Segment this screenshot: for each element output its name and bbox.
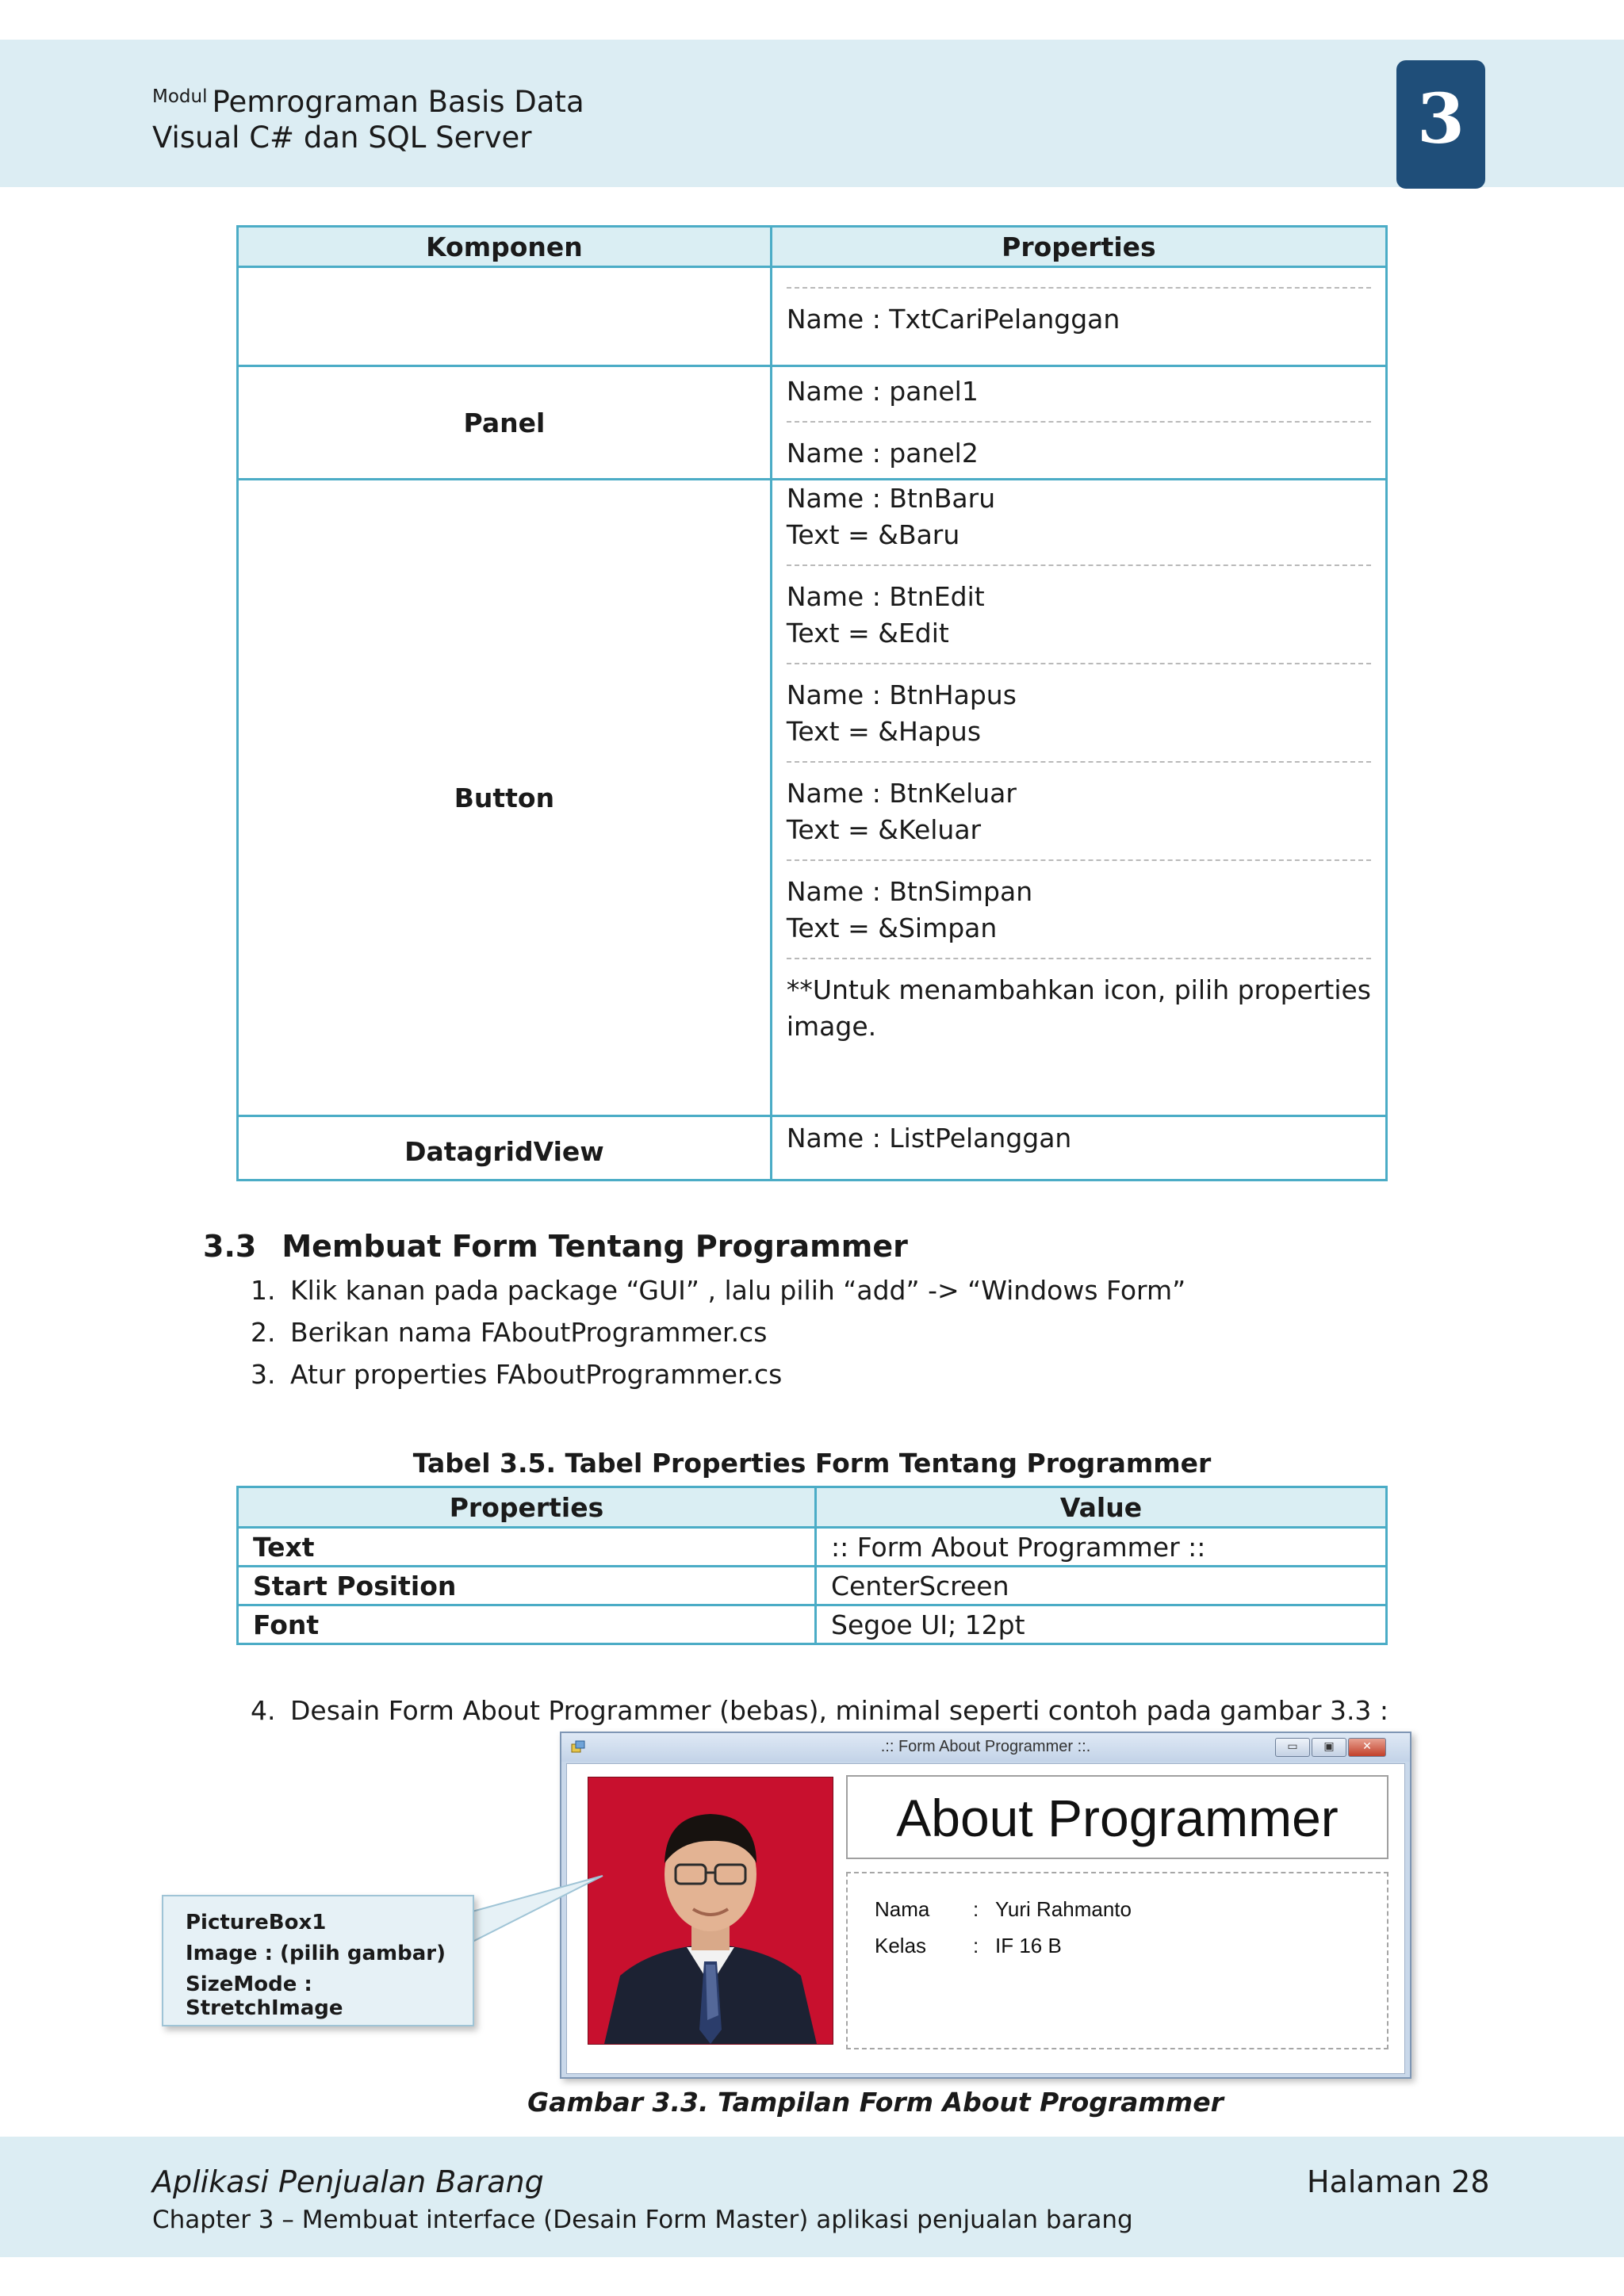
property-cell: Start Position	[238, 1567, 816, 1605]
prop-line: Name : BtnBaru	[786, 483, 996, 514]
figure-caption: Gambar 3.3. Tampilan Form About Programmer	[527, 2087, 1224, 2118]
section-title: Membuat Form Tentang Programmer	[282, 1229, 908, 1264]
divider	[787, 761, 1371, 763]
properties-cell	[771, 1116, 1386, 1181]
divider	[787, 564, 1371, 566]
close-button[interactable]: ✕	[1348, 1738, 1386, 1757]
table-row	[238, 1567, 1387, 1605]
divider	[787, 859, 1371, 861]
chapter-badge: 3	[1396, 60, 1485, 189]
step-number: 3.	[251, 1359, 276, 1390]
col-header-properties: Properties	[238, 1487, 816, 1528]
class-row	[875, 1934, 1062, 1958]
course-subtitle: Visual C# dan SQL Server	[152, 121, 532, 155]
section-number: 3.3	[203, 1229, 257, 1264]
heading-panel	[846, 1775, 1388, 1859]
prop-line: Text = &Simpan	[786, 913, 998, 943]
prop-line: Name : BtnSimpan	[786, 876, 1033, 907]
name-label: Nama	[875, 1897, 930, 1921]
callout-line: Image : (pilih gambar)	[186, 1942, 446, 1965]
col-header-properties: Properties	[771, 227, 1386, 267]
info-panel	[846, 1872, 1388, 2049]
table-row	[238, 1116, 1387, 1181]
book-title: Aplikasi Penjualan Barang	[152, 2164, 544, 2199]
table-row	[238, 1528, 1387, 1567]
table-row	[238, 366, 1387, 480]
prop-line: Text = &Keluar	[786, 814, 982, 845]
step-text: Atur properties FAboutProgrammer.cs	[290, 1359, 783, 1390]
prop-line: Name : BtnHapus	[786, 679, 1017, 710]
table-row	[238, 480, 1387, 1116]
prop-line: Name : BtnKeluar	[786, 778, 1017, 809]
properties-cell	[771, 480, 1386, 1116]
prop-line: Text = &Edit	[786, 618, 949, 649]
value-cell: CenterScreen	[816, 1567, 1387, 1605]
modul-label: Modul	[152, 86, 208, 107]
list-item	[251, 1695, 1388, 1726]
prop-line: Text = &Hapus	[786, 716, 982, 747]
picturebox-callout	[162, 1895, 474, 2026]
form-properties-table	[236, 1486, 1388, 1645]
step-text: Berikan nama FAboutProgrammer.cs	[290, 1317, 768, 1348]
step-text: Desain Form About Programmer (bebas), minimal seperti contoh pada gambar 3.3 :	[290, 1695, 1389, 1726]
prop-line: Name : TxtCariPelanggan	[786, 304, 1120, 335]
form-window-screenshot	[560, 1732, 1411, 2079]
divider	[787, 287, 1371, 289]
course-title: Pemrograman Basis Data	[212, 85, 584, 119]
step-number: 2.	[251, 1317, 276, 1348]
callout-line: PictureBox1	[186, 1911, 327, 1934]
komponen-cell: Panel	[238, 366, 772, 480]
name-row	[875, 1897, 1132, 1922]
form-client-area	[566, 1763, 1405, 2074]
minimize-button[interactable]: ▭	[1275, 1738, 1310, 1757]
about-heading: About Programmer	[896, 1789, 1339, 1847]
class-separator: :	[973, 1934, 979, 1957]
table-caption: Tabel 3.5. Tabel Properties Form Tentang Programmer	[412, 1448, 1212, 1479]
icon-note: image.	[786, 1011, 877, 1042]
properties-cell	[771, 267, 1386, 366]
komponen-cell: Button	[238, 480, 772, 1116]
komponen-cell: DatagridView	[238, 1116, 772, 1181]
value-cell: Segoe UI; 12pt	[816, 1605, 1387, 1644]
callout-line: SizeMode : StretchImage	[186, 1973, 343, 2020]
window-titlebar	[561, 1733, 1410, 1762]
prop-line: Text = &Baru	[786, 519, 960, 550]
prop-line: Name : ListPelanggan	[786, 1123, 1072, 1154]
divider	[787, 958, 1371, 959]
prop-line: Name : panel1	[786, 376, 979, 407]
header-title-line1	[152, 79, 584, 120]
name-value: Yuri Rahmanto	[995, 1897, 1132, 1921]
col-header-value: Value	[816, 1487, 1387, 1528]
komponen-cell	[238, 267, 772, 366]
component-properties-table	[236, 225, 1388, 1181]
step-number: 4.	[251, 1695, 276, 1726]
list-item	[251, 1317, 767, 1348]
section-heading	[203, 1229, 908, 1264]
divider	[787, 663, 1371, 664]
class-label: Kelas	[875, 1934, 927, 1957]
person-photo-icon	[588, 1777, 833, 2045]
step-number: 1.	[251, 1275, 276, 1306]
table-row	[238, 267, 1387, 366]
name-separator: :	[973, 1897, 979, 1921]
prop-line: Name : panel2	[786, 438, 979, 469]
icon-note: **Untuk menambahkan icon, pilih properties	[786, 974, 1371, 1005]
step-text: Klik kanan pada package “GUI” , lalu pilih “add” -> “Windows Form”	[290, 1275, 1186, 1306]
table-row	[238, 1605, 1387, 1644]
property-cell: Font	[238, 1605, 816, 1644]
properties-cell	[771, 366, 1386, 480]
list-item	[251, 1359, 782, 1390]
col-header-komponen: Komponen	[238, 227, 772, 267]
list-item	[251, 1275, 1185, 1306]
divider	[787, 421, 1371, 423]
chapter-line: Chapter 3 – Membuat interface (Desain Form Master) aplikasi penjualan barang	[152, 2206, 1133, 2234]
class-value: IF 16 B	[995, 1934, 1062, 1957]
property-cell: Text	[238, 1528, 816, 1567]
page-number: Halaman 28	[1307, 2164, 1490, 2199]
value-cell: :: Form About Programmer ::	[816, 1528, 1387, 1567]
window-title: .:: Form About Programmer ::.	[880, 1738, 1091, 1755]
callout-pointer	[468, 1863, 611, 1958]
prop-line: Name : BtnEdit	[786, 581, 985, 612]
maximize-button[interactable]: ▣	[1312, 1738, 1346, 1757]
